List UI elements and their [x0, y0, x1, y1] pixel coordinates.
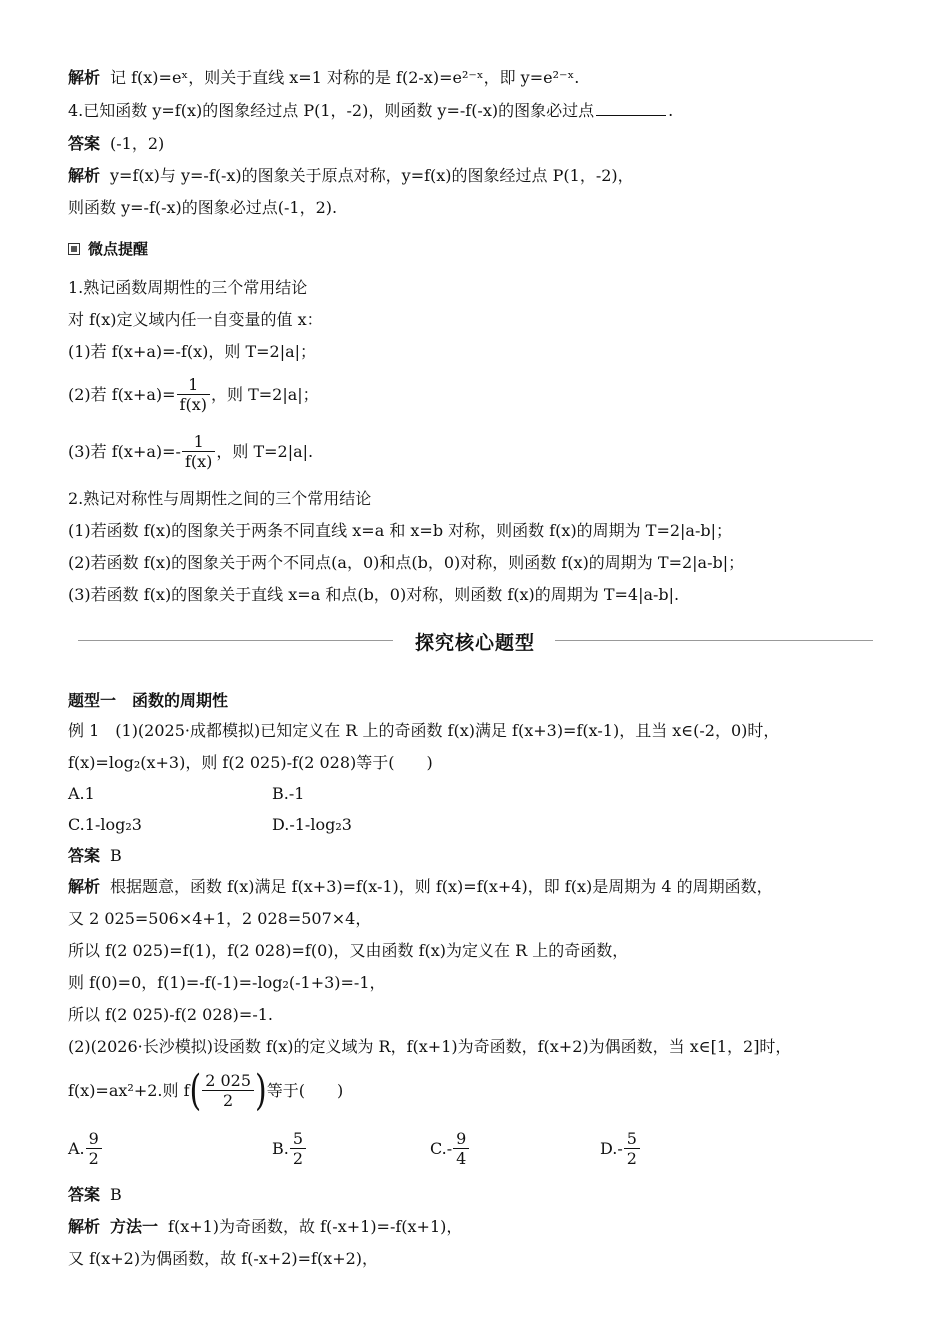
- solution-line: [68, 941, 628, 961]
- question-text: 4.已知函数 y=f(x)的图象经过点 P(1，-2)，则函数 y=-f(-x)的图象必过点: [68, 101, 595, 120]
- option-a: [68, 1128, 103, 1170]
- answer-text: (-1，2): [110, 134, 165, 153]
- option-label: B.: [272, 1139, 289, 1158]
- answer-label: 答案: [68, 846, 101, 865]
- example-text: 例 1 (1)(2025·成都模拟)已知定义在 R 上的奇函数 f(x)满足 f(x+3)=f(x-1)，且当 x∈(-2，0)时，: [68, 721, 780, 740]
- fraction: [624, 1130, 640, 1169]
- solution-line: [68, 1249, 378, 1269]
- fraction: [202, 1072, 254, 1111]
- solution-line: [68, 877, 773, 897]
- text-line: [68, 310, 323, 330]
- fraction-denominator: f(x): [182, 451, 215, 472]
- fraction-numerator: 9: [456, 1129, 467, 1148]
- solution-line: [68, 973, 386, 993]
- option-a: A.1: [68, 784, 95, 803]
- answer-line: [68, 846, 122, 866]
- chapter-banner-title: 探究核心题型: [414, 632, 535, 654]
- text: (3)若函数 f(x)的图象关于直线 x=a 和点(b，0)对称，则函数 f(x)的周期为 T=4|a-b|.: [68, 585, 680, 604]
- fraction-denominator: 2: [202, 1090, 254, 1111]
- solution-label: 解析: [68, 166, 101, 185]
- formula-text: ，则 T=2|a|；: [210, 385, 319, 404]
- solution-line: [68, 198, 337, 218]
- fraction-numerator: 1: [193, 432, 204, 451]
- solution-text: 所以 f(2 025)=f(1)，f(2 028)=f(0)，又由函数 f(x)为定义在 R 上的奇函数，: [68, 941, 629, 960]
- example-line: [68, 1037, 791, 1057]
- text: (1)若 f(x+a)=-f(x)，则 T=2|a|；: [68, 342, 317, 361]
- square-bullet-icon: [68, 243, 80, 255]
- answer-label: 答案: [68, 1185, 101, 1204]
- text: 2.熟记对称性与周期性之间的三个常用结论: [68, 489, 372, 508]
- option-b: [272, 1128, 307, 1170]
- fraction: [86, 1130, 102, 1169]
- solution-label: 解析: [68, 68, 101, 87]
- solution-text: 则函数 y=-f(-x)的图象必过点(-1，2).: [68, 198, 338, 217]
- left-paren: (: [189, 1066, 202, 1116]
- text-line: [68, 521, 732, 541]
- option-label: C.-: [430, 1139, 453, 1158]
- example-line: [68, 721, 779, 741]
- option-c: C.1-log₂3: [68, 815, 142, 834]
- answer-blank: [596, 101, 666, 116]
- solution-line: [68, 68, 579, 88]
- solution-line: [68, 909, 371, 929]
- formula-text: ，则 T=2|a|.: [216, 442, 314, 461]
- answer-text: B: [110, 846, 122, 865]
- fraction-numerator: 2 025: [205, 1071, 252, 1090]
- solution-text: f(x+1)为奇函数，故 f(-x+1)=-f(x+1)，: [168, 1217, 463, 1236]
- text-line: [68, 489, 371, 509]
- right-paren: ): [255, 1066, 267, 1116]
- text-line: [68, 278, 307, 298]
- fraction-numerator: 1: [188, 375, 199, 394]
- text: (1)若函数 f(x)的图象关于两条不同直线 x=a 和 x=b 对称，则函数 f(x)的周期为 T=2|a-b|；: [68, 521, 732, 540]
- text-line: [68, 342, 316, 362]
- option-d: [600, 1128, 641, 1170]
- formula-text: (2)若 f(x+a)=: [68, 385, 176, 404]
- fraction-denominator: 2: [290, 1148, 306, 1169]
- text-line: [68, 553, 744, 573]
- text: (2)若函数 f(x)的图象关于两个不同点(a，0)和点(b，0)对称，则函数 f(x)的周期为 T=2|a-b|；: [68, 553, 745, 572]
- question-end: .: [668, 101, 674, 120]
- fraction-numerator: 5: [292, 1129, 304, 1148]
- question-line: [68, 101, 673, 121]
- solution-text: 又 f(x+2)为偶函数，故 f(-x+2)=f(x+2)，: [68, 1249, 379, 1268]
- topic-heading: 题型一 函数的周期性: [68, 691, 229, 710]
- text-line: [68, 585, 679, 605]
- text: 对 f(x)定义域内任一自变量的值 x：: [68, 310, 323, 329]
- fraction: [453, 1130, 469, 1169]
- fraction-denominator: f(x): [177, 394, 210, 415]
- method-label: 方法一: [110, 1217, 159, 1236]
- answer-line: [68, 1185, 122, 1205]
- solution-text: y=f(x)与 y=-f(-x)的图象关于原点对称，y=f(x)的图象经过点 P(1，-2)，: [110, 166, 634, 185]
- option-b: B.-1: [272, 784, 305, 803]
- fraction: [177, 376, 210, 415]
- text: 1.熟记函数周期性的三个常用结论: [68, 278, 308, 297]
- solution-line: [68, 1005, 273, 1025]
- fraction: [182, 433, 215, 472]
- fraction-denominator: 4: [453, 1148, 469, 1169]
- divider-right: [555, 640, 873, 641]
- formula-text: f(x)=ax²+2.则 f: [68, 1081, 190, 1100]
- fraction-numerator: 5: [626, 1129, 637, 1148]
- solution-text: 则 f(0)=0，f(1)=-f(-1)=-log₂(-1+3)=-1，: [68, 973, 386, 992]
- example-formula-line: [68, 1068, 343, 1114]
- solution-text: 所以 f(2 025)-f(2 028)=-1.: [68, 1005, 273, 1024]
- fraction-denominator: 2: [86, 1148, 102, 1169]
- option-label: A.: [68, 1139, 85, 1158]
- fraction-numerator: 9: [88, 1129, 99, 1148]
- formula-line: [68, 374, 319, 416]
- solution-text: 又 2 025=506×4+1，2 028=507×4，: [68, 909, 372, 928]
- formula-text: 等于( ): [266, 1081, 344, 1100]
- fraction-denominator: 2: [624, 1148, 640, 1169]
- section-heading: [68, 238, 148, 259]
- example-text: f(x)=log₂(x+3)，则 f(2 025)-f(2 028)等于( ): [68, 753, 433, 772]
- answer-line: [68, 134, 164, 154]
- solution-line: [68, 1217, 462, 1237]
- option-d: D.-1-log₂3: [272, 815, 352, 834]
- answer-text: B: [110, 1185, 122, 1204]
- example-text: (2)(2026·长沙模拟)设函数 f(x)的定义域为 R，f(x+1)为奇函数，f(x+2)为偶函数，当 x∈[1，2]时，: [68, 1037, 792, 1056]
- option-c: [430, 1128, 470, 1170]
- solution-label: 解析: [68, 1217, 101, 1236]
- divider-left: [78, 640, 393, 641]
- solution-text: 根据题意，函数 f(x)满足 f(x+3)=f(x-1)，则 f(x)=f(x+4)，即 f(x)是周期为 4 的周期函数，: [110, 877, 773, 896]
- solution-line: [68, 166, 634, 186]
- section-title: 微点提醒: [88, 240, 149, 258]
- answer-label: 答案: [68, 134, 101, 153]
- solution-text: 记 f(x)=eˣ，则关于直线 x=1 对称的是 f(2-x)=e²⁻ˣ，即 y=e²⁻ˣ.: [110, 68, 580, 87]
- formula-text: (3)若 f(x+a)=-: [68, 442, 181, 461]
- fraction: [290, 1130, 306, 1169]
- option-label: D.-: [600, 1139, 623, 1158]
- solution-label: 解析: [68, 877, 101, 896]
- formula-line: [68, 431, 313, 473]
- example-line: [68, 753, 433, 773]
